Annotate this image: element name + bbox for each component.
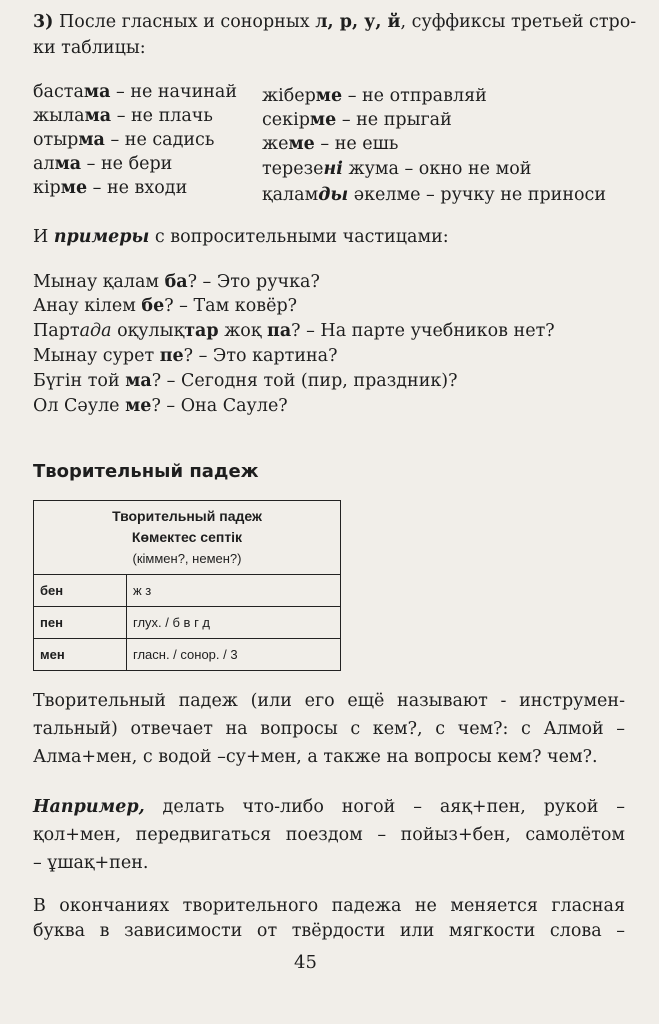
example-stem: секір (262, 110, 310, 130)
question-case-ending: ада (79, 321, 112, 341)
example-suffix: ме (288, 134, 315, 154)
example-left (33, 152, 172, 176)
paragraph-lead: Например, (33, 797, 145, 817)
example-suffix: ды (318, 185, 349, 205)
example-suffix: ма (83, 82, 111, 102)
paragraph-line: қол+мен, передвигаться поездом – пойыз+бен, самолётом (33, 825, 625, 845)
intro-text-b: , суффиксы третьей стро- (400, 12, 637, 32)
example-translation: – не начинай (110, 82, 237, 102)
question-translation: ? – Это картина? (183, 346, 338, 366)
questions-intro-a: И (33, 227, 54, 247)
question-text: Мынау сурет (33, 346, 160, 366)
question-text: Ол Сәуле (33, 396, 126, 416)
example-suffix: ме (309, 110, 337, 130)
example-stem: же (262, 134, 289, 154)
intro-line-1 (33, 10, 636, 34)
section-title: Творительный падеж (33, 461, 259, 482)
instrumental-case-table (33, 500, 341, 671)
question-particle: пе (159, 346, 184, 366)
question-particle: ба (164, 272, 188, 292)
example-stem: отыр (33, 130, 79, 150)
table-condition-cell: глух. / б в г д (127, 607, 341, 639)
question-text: Анау кілем (33, 296, 142, 316)
table-header-row (34, 501, 341, 575)
example-suffix: ме (60, 178, 88, 198)
question-text: жоқ (218, 321, 268, 341)
question-text: оқулық (111, 321, 185, 341)
example-left (33, 80, 237, 104)
question-line (33, 369, 458, 393)
table-title: Творительный падеж (112, 508, 262, 524)
question-line (33, 394, 288, 418)
example-stem: қалам (262, 185, 319, 205)
question-line (33, 319, 555, 343)
example-translation: әкелме – ручку не приноси (348, 185, 607, 205)
table-questions: (кіммен?, немен?) (132, 551, 242, 566)
paragraph-line: буква в зависимости от твёрдости или мягкости слова – (33, 921, 625, 941)
example-translation: – не входи (87, 178, 188, 198)
example-stem: жыла (33, 106, 85, 126)
page-number: 45 (294, 952, 317, 973)
example-right (262, 157, 531, 181)
paragraph-text: делать что-либо ногой – аяқ+пен, рукой – (144, 797, 625, 817)
intro-letters: л, р, у, й (315, 12, 401, 32)
table-condition-cell: гласн. / сонор. / 3 (127, 639, 341, 671)
example-stem: ал (33, 154, 55, 174)
paragraph-line (33, 794, 625, 821)
question-text: Бүгін той (33, 371, 126, 391)
question-text: Парт (33, 321, 80, 341)
question-particle: бе (141, 296, 165, 316)
example-translation: – не отправляй (342, 86, 487, 106)
table-suffix-cell: мен (34, 639, 127, 671)
example-translation: – не плачь (111, 106, 213, 126)
question-translation: ? – Там ковёр? (164, 296, 298, 316)
example-suffix: ма (54, 154, 82, 174)
table-suffix-cell: пен (34, 607, 127, 639)
question-particle: па (267, 321, 292, 341)
table-suffix-cell: бен (34, 575, 127, 607)
question-particle: ма (125, 371, 152, 391)
example-right (262, 132, 398, 156)
questions-intro-emph: примеры (53, 227, 150, 247)
question-plural-ending: тар (184, 321, 219, 341)
table-header-cell (34, 501, 341, 575)
paragraph-line: тальный) отвечает на вопросы с кем?, с чем?: с Алмой – (33, 719, 625, 739)
example-suffix: ма (84, 106, 112, 126)
table-row (34, 639, 341, 671)
questions-intro (33, 225, 449, 249)
question-line (33, 344, 338, 368)
table-title-kazakh: Көмектес септік (131, 529, 243, 545)
question-text: Мынау қалам (33, 272, 165, 292)
table-row (34, 607, 341, 639)
example-stem: кір (33, 178, 61, 198)
intro-text-a: После гласных и сонорных (53, 12, 316, 32)
example-right (262, 84, 487, 108)
example-translation: жума – окно не мой (342, 159, 532, 179)
example-suffix: ма (78, 130, 105, 150)
questions-intro-c: с вопросительными частицами: (149, 227, 449, 247)
example-left (33, 176, 187, 200)
example-left (33, 128, 214, 152)
intro-line-2: ки таблицы: (33, 38, 146, 58)
example-suffix: ні (323, 159, 343, 179)
paragraph-line: В окончаниях творительного падежа не меняется гласная (33, 896, 625, 916)
example-stem: баста (33, 82, 84, 102)
paragraph-line: Алма+мен, с водой –су+мен, а также на вопросы кем? чем?. (33, 747, 598, 767)
question-translation: ? – Она Сауле? (151, 396, 288, 416)
question-line (33, 270, 320, 294)
example-stem: терезе (262, 159, 324, 179)
question-translation: ? – На парте учебников нет? (291, 321, 555, 341)
paragraph-line: – ұшақ+пен. (33, 853, 149, 873)
example-stem: жібер (262, 86, 316, 106)
example-left (33, 104, 213, 128)
paragraph-line: Творительный падеж (или его ещё называют - инструмен- (33, 691, 625, 711)
example-suffix: ме (315, 86, 343, 106)
example-translation: – не бери (81, 154, 173, 174)
example-translation: – не садись (104, 130, 215, 150)
table-row (34, 575, 341, 607)
example-right (262, 108, 452, 132)
question-translation: ? – Это ручка? (187, 272, 320, 292)
example-right (262, 183, 606, 207)
table-condition-cell: ж з (127, 575, 341, 607)
example-translation: – не ешь (314, 134, 399, 154)
question-line (33, 294, 297, 318)
example-translation: – не прыгай (336, 110, 452, 130)
question-particle: ме (125, 396, 152, 416)
intro-number: 3) (33, 12, 54, 32)
question-translation: ? – Сегодня той (пир, праздник)? (151, 371, 458, 391)
